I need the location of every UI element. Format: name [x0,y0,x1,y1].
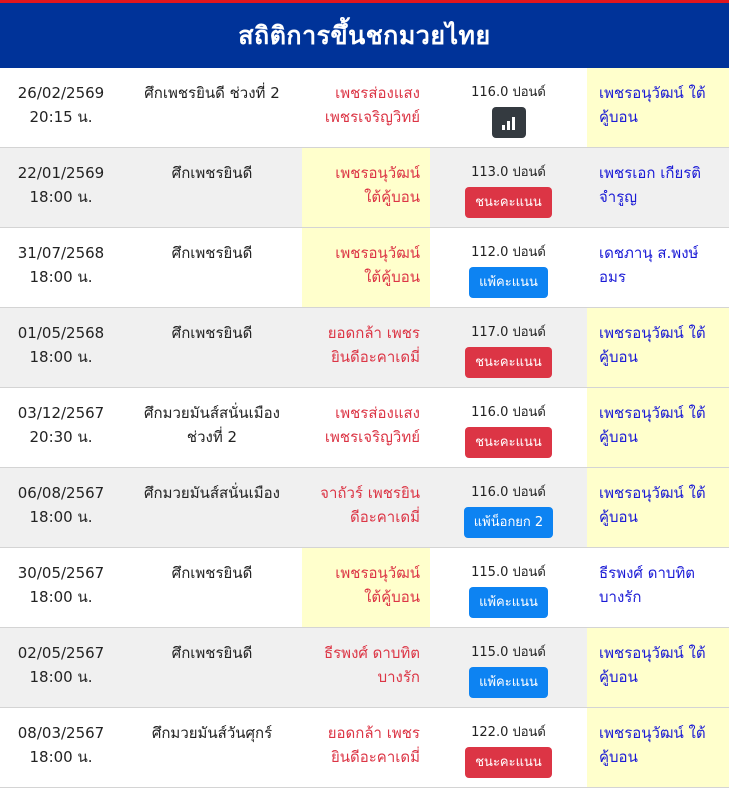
red-corner-fighter[interactable] [302,468,430,547]
red-fighter-name-line2: ดีอะคาเดมี่ [349,508,420,526]
blue-fighter-name-line1: เพชรอนุวัฒน์ ใต้ [599,404,706,422]
red-corner-fighter[interactable] [302,388,430,467]
fight-date-cell [0,308,122,387]
fight-date: 26/02/2569 [17,84,105,102]
fight-row [0,148,729,228]
fight-history-table [0,68,729,788]
red-corner-fighter[interactable] [302,228,430,307]
red-corner-fighter[interactable] [302,548,430,627]
red-fighter-name-line1: จาถัวร์ เพชรยิน [320,484,420,502]
red-fighter-name-line1: ยอดกล้า เพชร [327,724,420,742]
red-fighter-name-line2: เพชรเจริญวิทย์ [324,428,420,446]
fight-date: 03/12/2567 [17,404,105,422]
red-fighter-name-line2: ยินดีอะคาเดมี่ [330,748,420,766]
result-cell [430,708,587,787]
red-fighter-name-line1: ยอดกล้า เพชร [327,324,420,342]
result-badge[interactable]: แพ้น็อกยก 2 [464,507,553,538]
result-badge[interactable]: ชนะคะแนน [465,347,552,378]
fight-date-cell [0,628,122,707]
event-cell [122,388,302,467]
red-corner-fighter[interactable] [302,708,430,787]
event-cell [122,68,302,147]
event-name: ศึกมวยมันส์สนั่นเมือง [143,484,280,502]
blue-fighter-name-line1: เพชรอนุวัฒน์ ใต้ [599,484,706,502]
red-fighter-name-line1: เพชรส่องแสง [335,84,420,102]
fight-time: 18:00 น. [29,668,93,686]
fight-row [0,628,729,708]
blue-corner-fighter[interactable] [587,68,729,147]
event-name: ศึกเพชรยินดี [171,564,253,582]
fight-time: 20:30 น. [29,428,93,446]
fight-date-cell [0,68,122,147]
event-name: ศึกเพชรยินดี ช่วงที่ 2 [144,84,280,102]
red-corner-fighter[interactable] [302,628,430,707]
fight-row [0,308,729,388]
result-badge[interactable]: ชนะคะแนน [465,187,552,218]
blue-fighter-name-line2: คู้บอน [599,668,638,686]
event-cell [122,228,302,307]
fight-time: 18:00 น. [29,588,93,606]
result-cell [430,308,587,387]
fight-time: 20:15 น. [29,108,93,126]
fight-date-cell [0,708,122,787]
bar-chart-icon[interactable] [492,107,526,138]
red-fighter-name-line2: ใต้คู้บอน [364,588,420,606]
fight-time: 18:00 น. [29,508,93,526]
blue-fighter-name-line1: เดชภานุ ส.พงษ์ [599,244,699,262]
weight-label: 116.0 ปอนด์ [471,485,546,500]
weight-label: 113.0 ปอนด์ [471,165,546,180]
blue-fighter-name-line1: ธีรพงศ์ ดาบทิต [599,564,696,582]
result-badge[interactable]: แพ้คะแนน [469,587,548,618]
red-corner-fighter[interactable] [302,68,430,147]
result-badge[interactable]: แพ้คะแนน [469,267,548,298]
blue-fighter-name-line2: คู้บอน [599,508,638,526]
blue-fighter-name-line1: เพชรเอก เกียรติ [599,164,702,182]
blue-fighter-name-line1: เพชรอนุวัฒน์ ใต้ [599,644,706,662]
result-cell [430,388,587,467]
fight-row [0,548,729,628]
fight-date: 08/03/2567 [17,724,105,742]
fight-date: 06/08/2567 [17,484,105,502]
event-cell [122,148,302,227]
weight-label: 115.0 ปอนด์ [471,645,546,660]
event-cell [122,628,302,707]
blue-fighter-name-line2: คู้บอน [599,428,638,446]
result-cell [430,68,587,147]
fight-date: 30/05/2567 [17,564,105,582]
weight-label: 116.0 ปอนด์ [471,405,546,420]
fight-date: 02/05/2567 [17,644,105,662]
fight-date-cell [0,468,122,547]
weight-label: 116.0 ปอนด์ [471,85,546,100]
blue-corner-fighter[interactable] [587,308,729,387]
fight-date-cell [0,148,122,227]
blue-fighter-name-line2: อมร [599,268,626,286]
fight-date: 31/07/2568 [17,244,105,262]
event-cell [122,468,302,547]
fight-time: 18:00 น. [29,348,93,366]
red-corner-fighter[interactable] [302,148,430,227]
blue-corner-fighter[interactable] [587,628,729,707]
event-name: ศึกเพชรยินดี [171,324,253,342]
fight-row [0,228,729,308]
fight-time: 18:00 น. [29,748,93,766]
event-cell [122,308,302,387]
result-cell [430,148,587,227]
blue-corner-fighter[interactable] [587,708,729,787]
blue-corner-fighter[interactable] [587,548,729,627]
blue-fighter-name-line2: คู้บอน [599,108,638,126]
blue-fighter-name-line2: คู้บอน [599,348,638,366]
fight-row [0,68,729,148]
fight-date-cell [0,388,122,467]
event-name: ศึกมวยมันส์วันศุกร์ [151,724,273,742]
fight-row [0,468,729,548]
blue-fighter-name-line2: บางรัก [599,588,642,606]
red-fighter-name-line2: ใต้คู้บอน [364,188,420,206]
fight-row [0,388,729,468]
red-fighter-name-line1: เพชรอนุวัฒน์ [335,164,420,182]
event-cell [122,548,302,627]
blue-corner-fighter[interactable] [587,388,729,467]
blue-fighter-name-line1: เพชรอนุวัฒน์ ใต้ [599,324,706,342]
blue-corner-fighter[interactable] [587,468,729,547]
fight-date-cell [0,548,122,627]
fight-time: 18:00 น. [29,188,93,206]
event-name: ศึกเพชรยินดี [171,644,253,662]
fight-date: 22/01/2569 [17,164,105,182]
result-badge[interactable]: ชนะคะแนน [465,427,552,458]
weight-label: 117.0 ปอนด์ [471,325,546,340]
blue-fighter-name-line2: จำรูญ [599,188,638,206]
red-fighter-name-line1: เพชรส่องแสง [335,404,420,422]
blue-fighter-name-line1: เพชรอนุวัฒน์ ใต้ [599,84,706,102]
fight-time: 18:00 น. [29,268,93,286]
blue-corner-fighter[interactable] [587,148,729,227]
event-name: ศึกเพชรยินดี [171,244,253,262]
event-name: ศึกมวยมันส์สนั่นเมือง [143,404,280,422]
page-title: สถิติการขึ้นชกมวยไทย [238,20,491,50]
event-name: ศึกเพชรยินดี [171,164,253,182]
result-cell [430,228,587,307]
red-fighter-name-line1: เพชรอนุวัฒน์ [335,564,420,582]
red-corner-fighter[interactable] [302,308,430,387]
weight-label: 115.0 ปอนด์ [471,565,546,580]
fight-date: 01/05/2568 [17,324,105,342]
result-cell [430,548,587,627]
blue-fighter-name-line1: เพชรอนุวัฒน์ ใต้ [599,724,706,742]
result-cell [430,468,587,547]
event-cell [122,708,302,787]
weight-label: 112.0 ปอนด์ [471,245,546,260]
result-badge[interactable]: แพ้คะแนน [469,667,548,698]
fight-row [0,708,729,788]
fight-date-cell [0,228,122,307]
red-fighter-name-line2: ใต้คู้บอน [364,268,420,286]
blue-fighter-name-line2: คู้บอน [599,748,638,766]
red-fighter-name-line1: ธีรพงศ์ ดาบทิต [323,644,420,662]
result-cell [430,628,587,707]
blue-corner-fighter[interactable] [587,228,729,307]
weight-label: 122.0 ปอนด์ [471,725,546,740]
red-fighter-name-line2: ยินดีอะคาเดมี่ [330,348,420,366]
event-name-line2: ช่วงที่ 2 [186,428,238,446]
result-badge[interactable]: ชนะคะแนน [465,747,552,778]
page-header [0,3,729,68]
red-fighter-name-line2: เพชรเจริญวิทย์ [324,108,420,126]
red-fighter-name-line1: เพชรอนุวัฒน์ [335,244,420,262]
red-fighter-name-line2: บางรัก [377,668,420,686]
